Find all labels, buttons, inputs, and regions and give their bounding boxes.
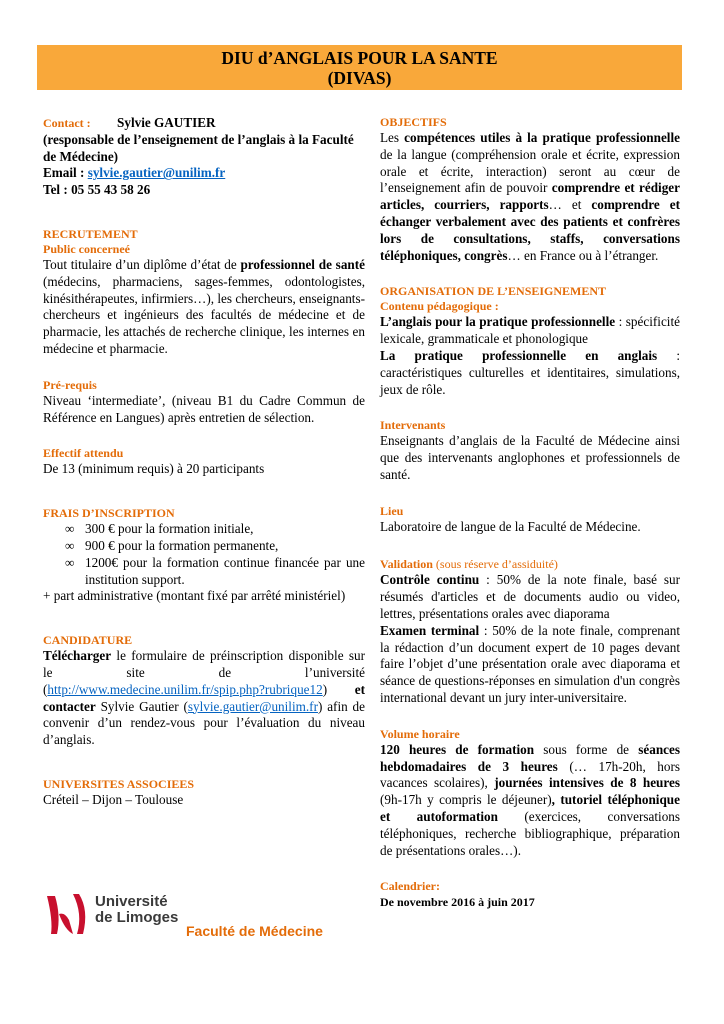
public-heading: Public concerneé	[43, 241, 130, 256]
universites-text: Créteil – Dijon – Toulouse	[43, 791, 184, 807]
contenu-item-2: La pratique professionnelle en anglais : caractéristiques culturelles et identitaires, simulations, jeux de rôle.	[380, 347, 680, 397]
objectifs-heading: OBJECTIFS	[380, 115, 447, 129]
right-column	[380, 115, 680, 911]
contact-tel: Tel : 05 55 43 58 26	[43, 182, 151, 198]
frais-heading: FRAIS D’INSCRIPTION	[43, 506, 175, 521]
university-logo	[43, 890, 363, 950]
ul-logo-icon	[43, 890, 91, 938]
frais-note: + part administrative (montant fixé par arrêté ministériel)	[43, 588, 346, 604]
email-label: Email :	[43, 165, 88, 181]
contenu-item-1: L’anglais pour la pratique professionnelle : spécificité lexicale, grammaticale et phonologique	[380, 314, 680, 347]
candidature-email-link[interactable]: sylvie.gautier@unilim.fr	[187, 698, 318, 714]
contenu-heading: Contenu pédagogique :	[380, 299, 499, 314]
intervenants-heading: Intervenants	[380, 418, 446, 433]
title-line-2: (DIVAS)	[327, 68, 392, 88]
logo-text: Université de Limoges	[95, 893, 179, 926]
lieu-heading: Lieu	[380, 503, 404, 518]
objectifs-text: Les compétences utiles à la pratique professionnelle de la langue (compréhension orale et écrite, expression orale et écrite, interaction) seront au cœur de l’enseignement afin de pouvoir comprendre et rédiger articles, courriers, rapports… et comprendre et échanger verbalement avec des patients et confrères lors de consultations, staffs, conversations téléphoniques, congrès… en France ou à l’étranger.	[380, 130, 680, 263]
list-item: ∞ 900 € pour la formation permanente,	[65, 537, 279, 553]
contact-role: (responsable de l’enseignement de l’anglais à la Faculté de Médecine)	[43, 131, 354, 164]
effectif-heading: Effectif attendu	[43, 446, 124, 461]
universites-heading: UNIVERSITES ASSOCIEES	[43, 776, 195, 791]
validation-item-1: Contrôle continu : 50% de la note finale, basé sur résumés d'articles et de documents audio ou video, lettres, présentations orales avec diaporama	[380, 572, 681, 621]
volume-heading: Volume horaire	[380, 726, 460, 741]
validation-item-2: Examen terminal : 50% de la note finale, comprenant la rédaction d’un document expert de 10 pages devant faire l’objet d’une présentation orale avec diaporama et séance de questions-réponses en simulation d'un congrès international devant un jury inter-universitaire.	[380, 622, 681, 705]
prereq-text: Niveau ‘intermediate’, (niveau B1 du Cadre Commun de Référence en Langues) après entretien de sélection.	[43, 392, 365, 425]
contact-label: Contact :	[43, 116, 91, 130]
title-banner	[37, 45, 682, 90]
lieu-text: Laboratoire de langue de la Faculté de Médecine.	[380, 518, 641, 534]
prereq-heading: Pré-requis	[43, 377, 97, 392]
contact-name: Sylvie GAUTIER	[117, 115, 216, 130]
fees-list	[43, 521, 365, 588]
title-line-1: DIU d’ANGLAIS POUR LA SANTE	[221, 48, 498, 68]
candidature-text: Télécharger le formulaire de préinscription disponible sur le site de l’université (http://www.medecine.unilim.fr/spip.php?rubrique12) et contacter Sylvie Gautier (sylvie.gautier@unilim.fr) afin de convenir d’un rendez-vous pour l’évaluation du niveau d’anglais.	[43, 648, 365, 748]
intervenants-text: Enseignants d’anglais de la Faculté de Médecine ainsi que des intervenants anglophones et professionnels de santé.	[380, 433, 680, 482]
volume-text: 120 heures de formation sous forme de séances hebdomadaires de 3 heures (… 17h-20h, hors vacances scolaires), journées intensives de 8 heures (9h-17h y compris le déjeuner), tutoriel téléphonique et autoformation (exercices, conversations téléphoniques, recherche bibliographique, préparation de présentations orales…).	[380, 741, 681, 858]
public-text: Tout titulaire d’un diplôme d’état de professionnel de santé (médecins, pharmaciens, sages-femmes, odontologistes, kinésithérapeutes, infirmiers…), les chercheurs, enseignants-chercheurs et ingénieurs des facultés de médecine et de pharmacie, les attachés de recherche clinique, les internes en médecine et pharmacie.	[43, 256, 365, 356]
effectif-text: De 13 (minimum requis) à 20 participants	[43, 461, 265, 477]
organisation-heading: ORGANISATION DE L’ENSEIGNEMENT	[380, 284, 607, 299]
list-item: ∞ 300 € pour la formation initiale,	[65, 521, 254, 537]
candidature-heading: CANDIDATURE	[43, 633, 133, 648]
validation-heading: Validation	[380, 556, 433, 571]
site-link[interactable]: http://www.medecine.unilim.fr/spip.php?rubrique12	[47, 681, 323, 697]
list-item: ∞ 1200€ pour la formation continue financée par une institution support.	[65, 554, 365, 587]
contact-email-link[interactable]: sylvie.gautier@unilim.fr	[87, 165, 226, 181]
left-column	[43, 115, 365, 809]
faculte-label: Faculté de Médecine	[186, 923, 323, 939]
recrutement-heading: RECRUTEMENT	[43, 226, 138, 241]
validation-note: (sous réserve d’assiduité)	[432, 556, 558, 571]
calendrier-text: De novembre 2016 à juin 2017	[380, 895, 535, 910]
contact-block	[43, 115, 365, 199]
calendrier-heading: Calendrier:	[380, 879, 440, 894]
